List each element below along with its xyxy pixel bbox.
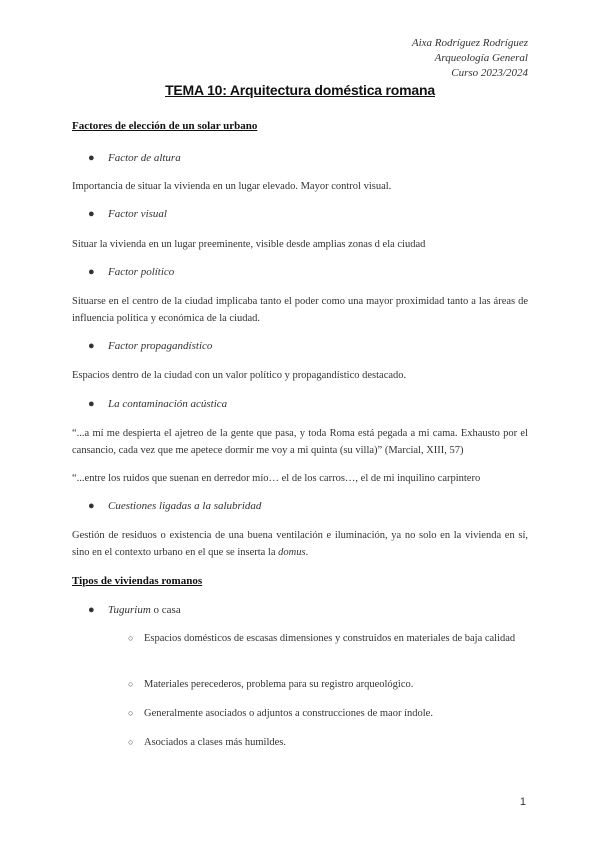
subitem-clases-humildes: ○ Asociados a clases más humildes. [128,734,528,751]
paragraph-politico: Situarse en el centro de la ciudad implicaba tanto el poder como una mayor proximidad tanto a las áreas de influencia política y económica de la ciudad. [72,296,528,324]
bullet-dot-icon: ● [88,152,95,164]
header-block [412,36,528,81]
circle-bullet-icon: ○ [128,633,134,643]
circle-bullet-icon: ○ [128,737,134,747]
bullet-salubridad: ● Cuestiones ligadas a la salubridad [88,500,262,512]
section-heading-tipos: Tipos de viviendas romanos [72,575,203,587]
author-name: Aixa Rodríguez Rodríguez [411,37,528,49]
circle-bullet-icon: ○ [128,679,134,689]
subitem-materiales: ○ Materiales perecederos, problema para su registro arqueológico. [128,676,528,693]
bullet-factor-propagandistico: ● Factor propagandístico [88,340,213,352]
subitem-espacios: ○ Espacios domésticos de escasas dimensiones y construidos en materiales de baja calidad [128,630,528,647]
course-name: Arqueología General [434,52,528,64]
bullet-dot-icon: ● [88,398,95,410]
bullet-contaminacion-acustica: ● La contaminación acústica [88,398,228,410]
course-year: Curso 2023/2024 [451,67,528,79]
bullet-dot-icon: ● [88,266,95,278]
bullet-dot-icon: ● [88,500,95,512]
bullet-dot-icon: ● [88,340,95,352]
paragraph-visual: Situar la vivienda en un lugar preeminente, visible desde amplias zonas d ela ciudad [72,239,426,250]
bullet-dot-icon: ● [88,604,95,616]
bullet-dot-icon: ● [88,208,95,220]
bullet-tugurium: ● Tugurium o casa [88,604,181,616]
bullet-factor-altura: ● Factor de altura [88,152,181,164]
paragraph-propagandistico: Espacios dentro de la ciudad con un valor político y propagandístico destacado. [72,370,407,381]
circle-bullet-icon: ○ [128,708,134,718]
subitem-asociados-construcciones: ○ Generalmente asociados o adjuntos a construcciones de maor índole. [128,705,528,722]
bullet-factor-politico: ● Factor político [88,266,175,278]
paragraph-altura: Importancia de situar la vivienda en un lugar elevado. Mayor control visual. [72,181,392,192]
domus-term: domus [278,547,306,558]
page-number: 1 [519,796,526,808]
quote-ruidos: “...entre los ruidos que suenan en derredor mío… el de los carros…, el de mi inquilino carpintero [72,473,481,484]
page-title: TEMA 10: Arquitectura doméstica romana [165,82,435,98]
bullet-factor-visual: ● Factor visual [88,208,167,220]
section-heading-factores: Factores de elección de un solar urbano [72,120,258,132]
quote-marcial: “...a mí me despierta el ajetreo de la gente que pasa, y toda Roma está pegada a mi cama. Exhausto por el cansancio, cada vez que me apetece dormir me voy a mi quinta (su villa)” (Marcial, XIII, 57) [72,428,528,456]
paragraph-salubridad: Gestión de residuos o existencia de una buena ventilación e iluminación, ya no solo en la vivienda en sí, sino en el contexto urbano en el que se inserta la domus. [72,530,528,558]
